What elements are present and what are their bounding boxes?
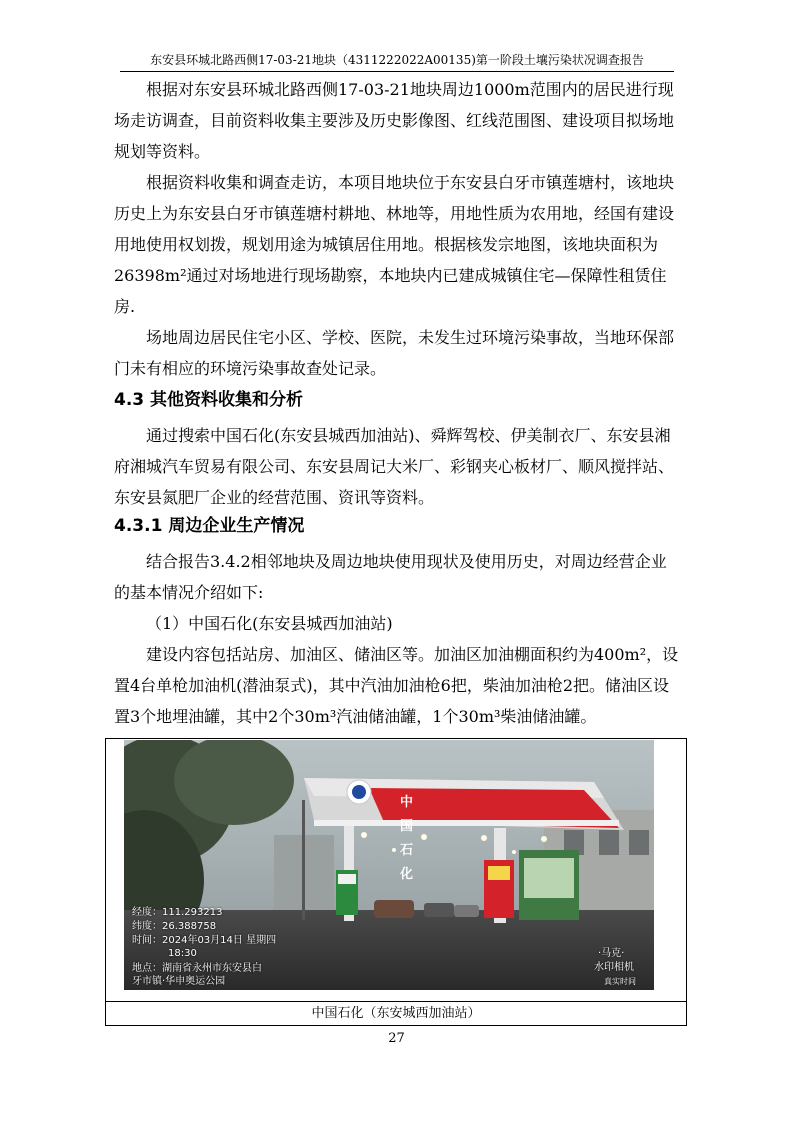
watermark-place: 地点：湖南省永州市东安县白 xyxy=(132,963,262,974)
paragraph-no-pollution: 场地周边居民住宅小区、学校、医院，未发生过环境污染事故，当地环保部门未有相应的环境污染事故查处记录。 xyxy=(114,328,675,378)
section-heading-4-3: 4.3 其他资料收集和分析 xyxy=(114,390,304,410)
paragraph-item-1: （1）中国石化(东安县城西加油站) xyxy=(146,614,393,633)
paragraph-data-search: 通过搜索中国石化(东安县城西加油站)、舜辉驾校、伊美制衣厂、东安县湘府湘城汽车贸易有限公司、东安县周记大米厂、彩钢夹心板材厂、顺风搅拌站、东安县氮肥厂企业的经营范围、资讯等资料。 xyxy=(114,426,675,507)
watermark-longitude: 经度：111.293213 xyxy=(132,907,223,918)
paragraph-gas-station-detail: 建设内容包括站房、加油区、储油区等。加油区加油棚面积约为400m²，设置4台单枪加油机(潜油泵式)，其中汽油加油枪6把，柴油加油枪2把。储油区设置3个地埋油罐，其中2个30m³汽油储油罐，1个30m³柴油储油罐。 xyxy=(114,645,679,726)
header-rule xyxy=(120,71,674,72)
watermark-time: 时间：2024年03月14日 星期四 xyxy=(132,935,277,946)
page-number: 27 xyxy=(388,1031,405,1046)
watermark-verified: 真实时间 xyxy=(604,977,636,986)
watermark-app-name: 水印相机 xyxy=(594,962,634,973)
figure-caption: 中国石化（东安城西加油站） xyxy=(105,1001,687,1027)
gas-station-photo: 中国石化 经度：111.293213 纬度：26.388758 时间：2024年03月14日 星期四 18:30 地点：湖南省永州市东安县白 牙市镇·华申奥运公园 ·马克· 水印相机 真实时间 xyxy=(124,740,654,990)
watermark-place-line2: 牙市镇·华申奥运公园 xyxy=(132,976,226,987)
watermark-clock: 18:30 xyxy=(168,948,197,959)
paragraph-site-interview: 根据对东安县环城北路西侧17-03-21地块周边1000m范围内的居民进行现场走访调查，目前资料收集主要涉及历史影像图、红线范围图、建设项目拟场地规划等资料。 xyxy=(114,80,675,161)
section-heading-4-3-1: 4.3.1 周边企业生产情况 xyxy=(114,516,305,536)
paragraph-enterprise-intro: 结合报告3.4.2相邻地块及周边地块使用现状及使用历史，对周边经营企业的基本情况介绍如下: xyxy=(114,552,667,602)
watermark-latitude: 纬度：26.388758 xyxy=(132,921,217,932)
running-header: 东安县环城北路西侧17-03-21地块（4311222022A00135)第一阶段土壤污染状况调查报告 xyxy=(150,53,644,67)
watermark-brand: ·马克· xyxy=(598,948,625,959)
photo-scene xyxy=(124,740,654,990)
paragraph-site-history: 根据资料收集和调查走访，本项目地块位于东安县白牙市镇莲塘村，该地块历史上为东安县白牙市镇莲塘村耕地、林地等，用地性质为农用地，经国有建设用地使用权划拨，规划用途为城镇居住用地。根据核发宗地图，该地块面积为26398m²通过对场地进行现场勘察，本地块内已建成城镇住宅—保障性租赁住房. xyxy=(114,173,675,316)
